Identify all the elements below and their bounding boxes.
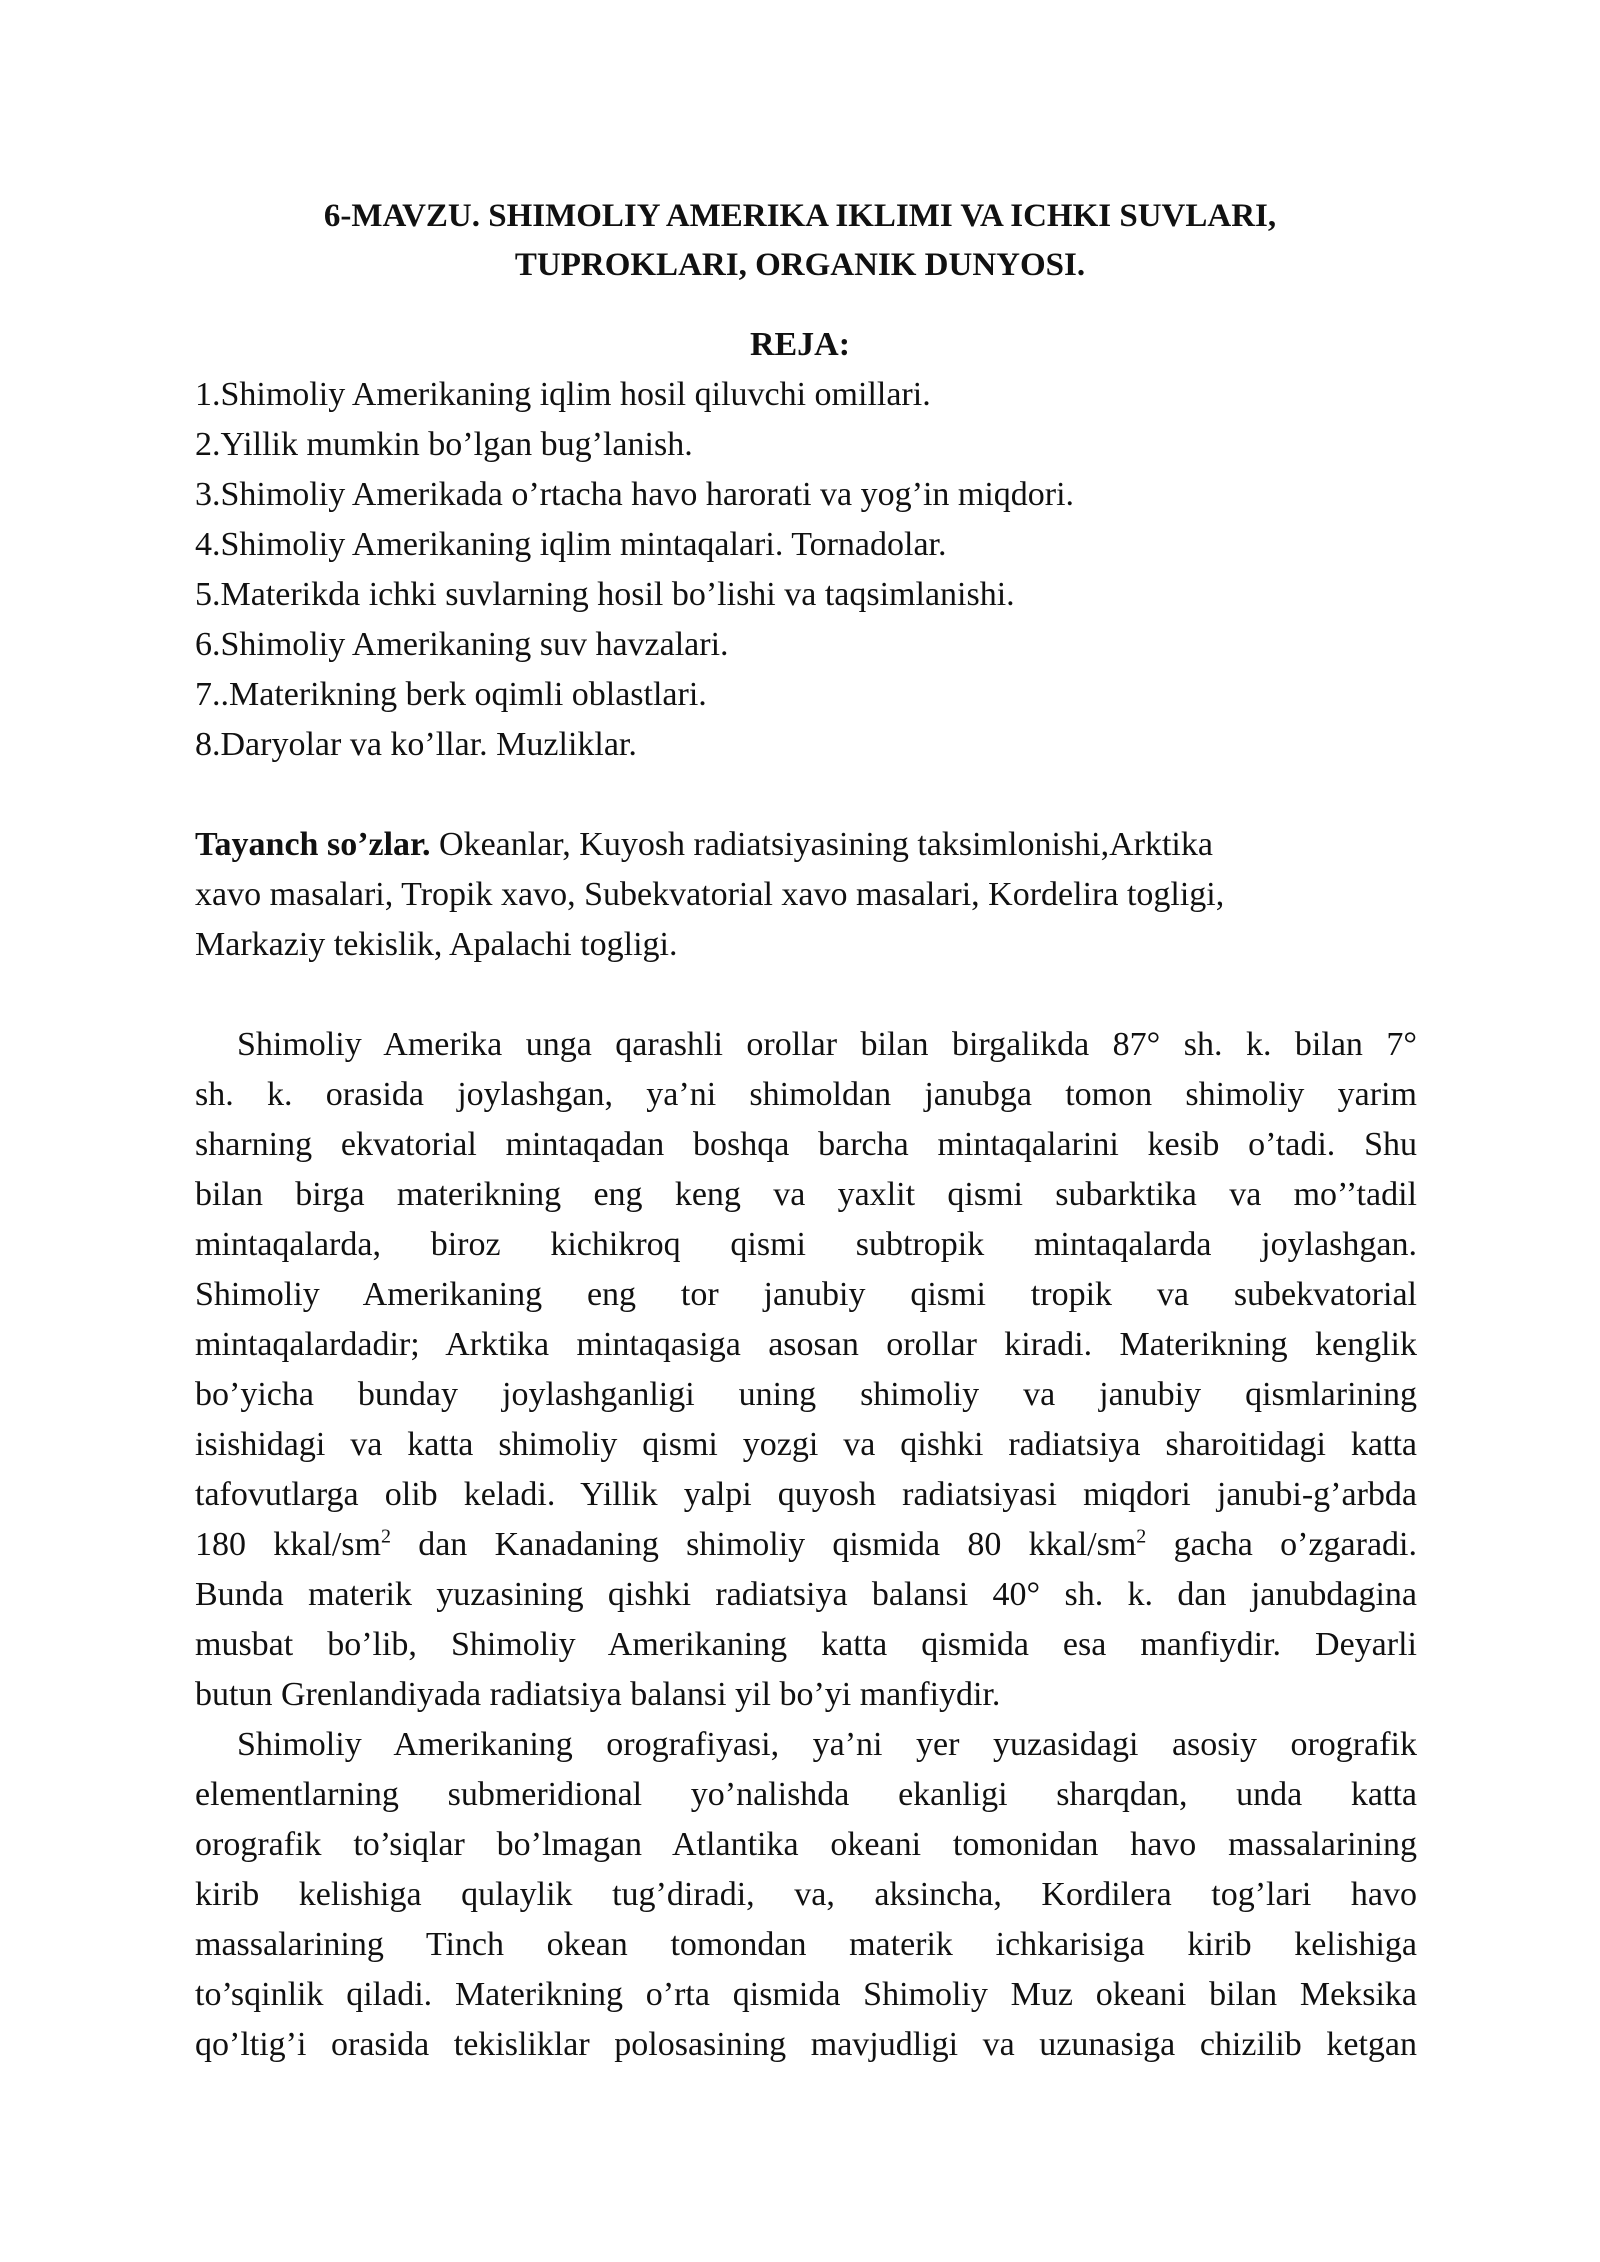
plan-item: 4.Shimoliy Amerikaning iqlim mintaqalari. Tornadolar. [195, 526, 947, 563]
plan-item: 1.Shimoliy Amerikaning iqlim hosil qiluvchi omillari. [195, 376, 931, 413]
paragraph-line: mintaqalardadir; Arktika mintaqasiga asosan orollar kiradi. Materikning kenglik [195, 1326, 1417, 1363]
paragraph-line: kirib kelishiga qulaylik tug’diradi, va, aksincha, Kordilera tog’lari havo [195, 1876, 1417, 1913]
paragraph-line [195, 1520, 1417, 1570]
plan-heading: REJA: [749, 326, 851, 363]
keywords-line: Markaziy tekislik, Apalachi togligi. [195, 926, 678, 963]
plan-item: 3.Shimoliy Amerikada o’rtacha havo harorati va yog’in miqdori. [195, 476, 1075, 513]
document-title [195, 192, 1405, 290]
plan-list [195, 370, 1074, 770]
keywords-section [195, 820, 1415, 970]
paragraph-line: Bunda materik yuzasining qishki radiatsiya balansi 40° sh. k. dan janubdagina [195, 1576, 1417, 1613]
paragraph-line: Shimoliy Amerikaning orografiyasi, ya’ni yer yuzasidagi asosiy orografik [237, 1726, 1417, 1763]
paragraph-line: tafovutlarga olib keladi. Yillik yalpi quyosh radiatsiyasi miqdori janubi-g’arbda [195, 1476, 1417, 1513]
title-line: TUPROKLARI, ORGANIK DUNYOSI. [514, 247, 1086, 283]
superscript: 2 [1136, 1525, 1147, 1548]
paragraph-line: musbat bo’lib, Shimoliy Amerikaning katta qismida esa manfiydir. Deyarli [195, 1626, 1417, 1663]
plan-item: 7..Materikning berk oqimli oblastlari. [195, 676, 707, 713]
superscript: 2 [380, 1525, 391, 1548]
keywords-label: Tayanch so’zlar. [195, 826, 431, 863]
keywords-line: xavo masalari, Tropik xavo, Subekvatorial xavo masalari, Kordelira togligi, [195, 876, 1225, 913]
paragraph-line: Shimoliy Amerika unga qarashli orollar bilan birgalikda 87° sh. k. bilan 7° [237, 1026, 1417, 1063]
paragraph-line: to’sqinlik qiladi. Materikning o’rta qismida Shimoliy Muz okeani bilan Meksika [195, 1976, 1417, 2013]
paragraph-line: sharning ekvatorial mintaqadan boshqa barcha mintaqalarini kesib o’tadi. Shu [195, 1126, 1417, 1163]
text-run: dan Kanadaning shimoliy qismida 80 kkal/sm [390, 1526, 1137, 1563]
keywords-text: Okeanlar, Kuyosh radiatsiyasining taksimlonishi,Arktika [430, 826, 1213, 863]
paragraph-line: orografik to’siqlar bo’lmagan Atlantika okeani tomonidan havo massalarining [195, 1826, 1417, 1863]
paragraph-line: massalarining Tinch okean tomondan materik ichkarisiga kirib kelishiga [195, 1926, 1417, 1963]
paragraph-line: qo’ltig’i orasida tekisliklar polosasining mavjudligi va uzunasiga chizilib ketgan [195, 2026, 1417, 2063]
keywords-line [195, 820, 1415, 870]
plan-item: 8.Daryolar va ko’llar. Muzliklar. [195, 726, 637, 763]
paragraph-line: bilan birga materikning eng keng va yaxlit qismi subarktika va mo’’tadil [195, 1176, 1417, 1213]
text-run: gacha o’zgaradi. [1146, 1526, 1417, 1563]
paragraph-line: mintaqalarda, biroz kichikroq qismi subtropik mintaqalarda joylashgan. [195, 1226, 1417, 1263]
paragraph-line: isishidagi va katta shimoliy qismi yozgi va qishki radiatsiya sharoitidagi katta [195, 1426, 1417, 1463]
paragraph-line: elementlarning submeridional yo’nalishda ekanligi sharqdan, unda katta [195, 1776, 1417, 1813]
paragraph-line: sh. k. orasida joylashgan, ya’ni shimoldan janubga tomon shimoliy yarim [195, 1076, 1417, 1113]
body-text [195, 1020, 1417, 2070]
text-run: 180 kkal/sm [195, 1526, 381, 1563]
paragraph-line: bo’yicha bunday joylashganligi uning shimoliy va janubiy qismlarining [195, 1376, 1417, 1413]
paragraph-line: Shimoliy Amerikaning eng tor janubiy qismi tropik va subekvatorial [195, 1276, 1417, 1313]
title-line: 6-MAVZU. SHIMOLIY AMERIKA IKLIMI VA ICHKI SUVLARI, [323, 198, 1277, 234]
plan-item: 2.Yillik mumkin bo’lgan bug’lanish. [195, 426, 693, 463]
plan-item: 5.Materikda ichki suvlarning hosil bo’lishi va taqsimlanishi. [195, 576, 1015, 613]
paragraph-line: butun Grenlandiyada radiatsiya balansi yil bo’yi manfiydir. [195, 1676, 1001, 1713]
plan-item: 6.Shimoliy Amerikaning suv havzalari. [195, 626, 729, 663]
